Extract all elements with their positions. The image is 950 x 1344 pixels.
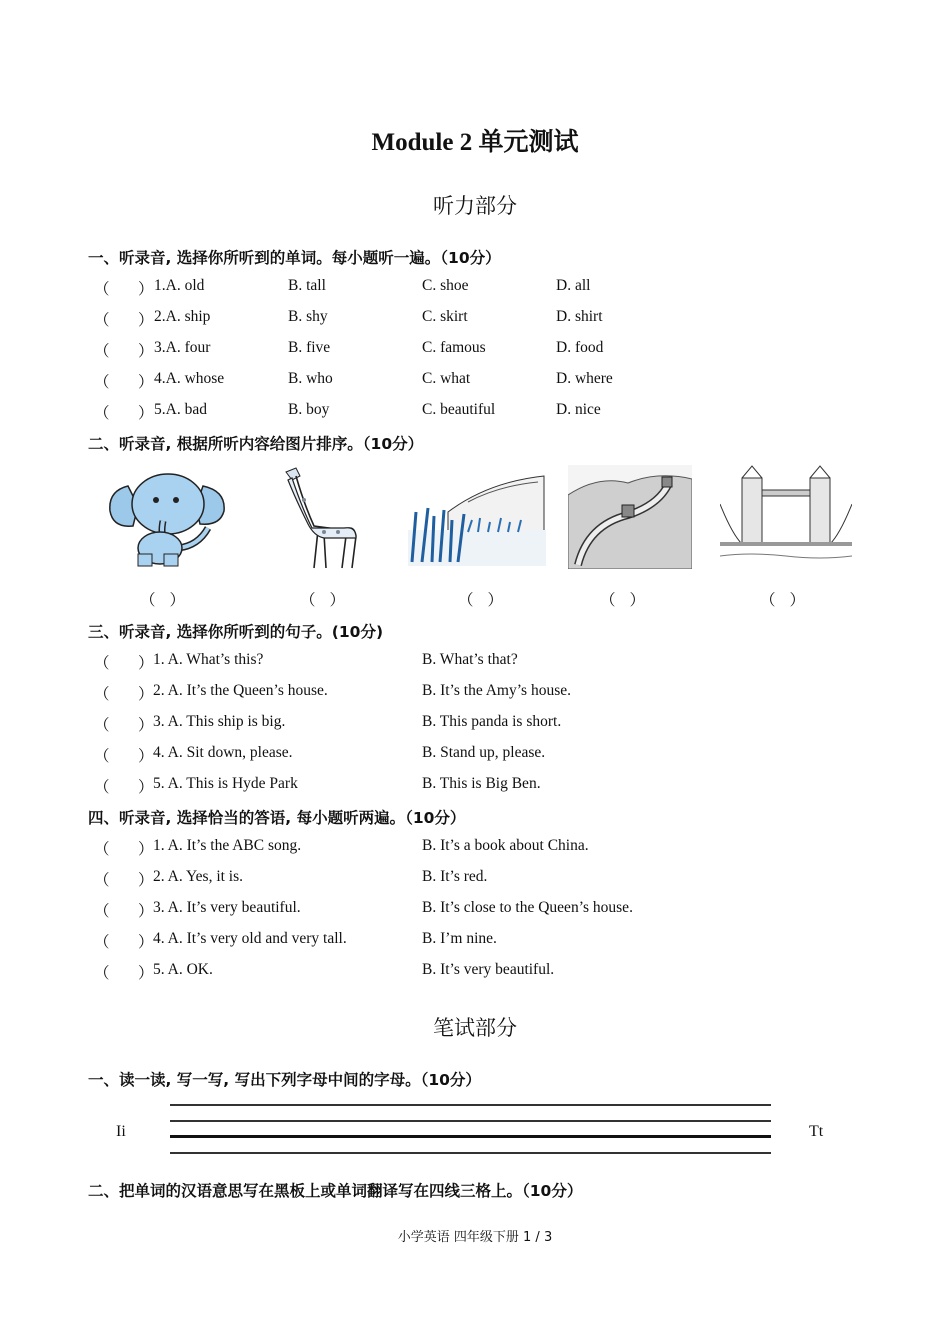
part2-heading: 二、听录音, 根据所听内容给图片排序。（10分） — [88, 435, 424, 453]
page-title: Module 2 单元测试 — [371, 129, 579, 156]
question-row — [0, 277, 950, 299]
question-row — [0, 370, 950, 392]
option-b: B. shy — [288, 308, 328, 326]
paren-open: （ — [300, 592, 316, 609]
answer-paren-close: ） — [138, 965, 154, 983]
paren-close: ） — [329, 592, 346, 609]
option-d: D. nice — [556, 401, 601, 419]
option-q: 2.A. ship — [154, 308, 211, 326]
option-q: 4.A. whose — [154, 370, 225, 388]
written1-heading: 一、读一读, 写一写, 写出下列字母中间的字母。（10分） — [88, 1071, 481, 1089]
question-row — [0, 308, 950, 330]
question-row — [0, 930, 950, 952]
option-a: 1. A. It’s the ABC song. — [153, 837, 302, 854]
option-q: 3.A. four — [154, 339, 211, 357]
answer-paren-open[interactable]: （ — [94, 965, 110, 983]
paren-open: （ — [760, 592, 776, 609]
listening-section-title: 听力部分 — [433, 194, 517, 218]
tower-bridge-picture — [720, 464, 852, 574]
option-b: B. It’s close to the Queen’s house. — [422, 899, 633, 917]
giraffe-picture — [274, 464, 370, 572]
answer-paren-open[interactable]: （ — [94, 374, 110, 392]
question-row — [0, 744, 950, 766]
option-a: 3. A. This ship is big. — [153, 713, 286, 731]
option-c: C. beautiful — [422, 401, 496, 419]
option-b: B. It’s red. — [422, 868, 488, 886]
option-b: B. This is Big Ben. — [422, 775, 541, 793]
question-row — [0, 713, 950, 735]
answer-paren-close: ） — [138, 934, 154, 952]
writing-line-4 — [170, 1152, 771, 1154]
left-letter: Ii — [116, 1123, 126, 1140]
paren-open: （ — [140, 592, 156, 609]
written2-heading: 二、把单词的汉语意思写在黑板上或单词翻译写在四线三格上。（10分） — [88, 1182, 583, 1200]
answer-paren-open[interactable]: （ — [94, 686, 110, 704]
answer-paren-close: ） — [138, 748, 154, 766]
answer-paren-open[interactable]: （ — [94, 717, 110, 735]
question-row — [0, 401, 950, 423]
answer-paren-close: ） — [138, 405, 154, 423]
answer-paren-close: ） — [138, 343, 154, 361]
option-c: C. skirt — [422, 308, 468, 326]
lake-picture — [408, 472, 546, 566]
answer-paren-open[interactable]: （ — [94, 343, 110, 361]
answer-paren-open[interactable]: （ — [94, 841, 110, 858]
option-q: 5.A. bad — [154, 401, 207, 419]
option-a: 5. A. This is Hyde Park — [153, 775, 298, 793]
option-b: B. five — [288, 339, 331, 357]
paren-close: ） — [169, 592, 186, 609]
option-c: C. famous — [422, 339, 486, 357]
option-d: D. shirt — [556, 308, 603, 326]
paren-close: ） — [789, 592, 806, 609]
question-row — [0, 961, 950, 983]
answer-paren-open[interactable]: （ — [94, 281, 110, 298]
answer-paren-close: ） — [138, 686, 154, 704]
option-d: D. food — [556, 339, 604, 357]
option-a: 2. A. Yes, it is. — [153, 868, 244, 886]
writing-line-2 — [170, 1120, 771, 1122]
answer-paren-close: ） — [138, 779, 154, 797]
answer-paren-open[interactable]: （ — [94, 872, 110, 890]
answer-paren-open[interactable]: （ — [94, 748, 110, 766]
option-b: B. This panda is short. — [422, 713, 562, 731]
right-letter: Tt — [809, 1123, 824, 1140]
answer-paren-open[interactable]: （ — [94, 779, 110, 797]
option-b: B. It’s a book about China. — [422, 837, 589, 854]
answer-paren-close: ） — [138, 903, 154, 921]
part3-heading: 三、听录音, 选择你所听到的句子。(10分) — [88, 623, 384, 641]
question-row — [0, 651, 950, 673]
option-b: B. It’s the Amy’s house. — [422, 682, 571, 700]
option-b: B. Stand up, please. — [422, 744, 546, 762]
paren-close: ） — [629, 592, 646, 609]
option-a: 4. A. It’s very old and very tall. — [153, 930, 347, 948]
answer-paren-open[interactable]: （ — [94, 903, 110, 921]
paren-close: ） — [487, 592, 504, 609]
option-a: 5. A. OK. — [153, 961, 213, 979]
question-row — [0, 868, 950, 890]
option-c: C. what — [422, 370, 471, 388]
great-wall-picture — [568, 465, 692, 569]
option-a: 1. A. What’s this? — [153, 651, 264, 668]
answer-paren-close: ） — [138, 717, 154, 735]
option-b: B. I’m nine. — [422, 930, 497, 948]
answer-paren-close: ） — [138, 872, 154, 890]
paren-open: （ — [458, 592, 474, 609]
answer-paren-close: ） — [138, 841, 154, 858]
picture-order-blank[interactable] — [300, 588, 345, 610]
writing-line-1 — [170, 1104, 771, 1106]
question-row — [0, 837, 950, 859]
answer-paren-open[interactable]: （ — [94, 934, 110, 952]
answer-paren-open[interactable]: （ — [94, 405, 110, 423]
picture-order-blank[interactable] — [760, 588, 805, 610]
question-row — [0, 775, 950, 797]
question-row — [0, 682, 950, 704]
option-a: 3. A. It’s very beautiful. — [153, 899, 301, 917]
option-b: B. boy — [288, 401, 330, 419]
option-a: 2. A. It’s the Queen’s house. — [153, 682, 328, 700]
option-b: B. tall — [288, 277, 326, 294]
option-b: B. who — [288, 370, 333, 388]
part1-heading: 一、听录音, 选择你所听到的单词。每小题听一遍。（10分） — [88, 249, 501, 267]
part4-heading: 四、听录音, 选择恰当的答语, 每小题听两遍。（10分） — [88, 809, 466, 827]
answer-paren-close: ） — [138, 281, 154, 298]
picture-order-blank[interactable] — [458, 588, 503, 610]
answer-paren-close: ） — [138, 312, 154, 330]
answer-paren-close: ） — [138, 374, 154, 392]
page-footer: 小学英语 四年级下册 1 / 3 — [397, 1230, 553, 1245]
answer-paren-close: ） — [138, 655, 154, 672]
paren-open: （ — [600, 592, 616, 609]
picture-order-blank[interactable] — [600, 588, 645, 610]
writing-section-title: 笔试部分 — [433, 1016, 517, 1040]
answer-paren-open[interactable]: （ — [94, 655, 110, 672]
option-d: D. all — [556, 277, 591, 294]
elephant-picture — [108, 466, 230, 570]
option-b: B. It’s very beautiful. — [422, 961, 555, 979]
option-q: 1.A. old — [154, 277, 205, 294]
option-b: B. What’s that? — [422, 651, 518, 668]
option-a: 4. A. Sit down, please. — [153, 744, 293, 762]
question-row — [0, 899, 950, 921]
option-c: C. shoe — [422, 277, 469, 294]
question-row — [0, 339, 950, 361]
picture-order-blank[interactable] — [140, 588, 185, 610]
answer-paren-open[interactable]: （ — [94, 312, 110, 330]
writing-line-3 — [170, 1135, 771, 1138]
option-d: D. where — [556, 370, 613, 388]
